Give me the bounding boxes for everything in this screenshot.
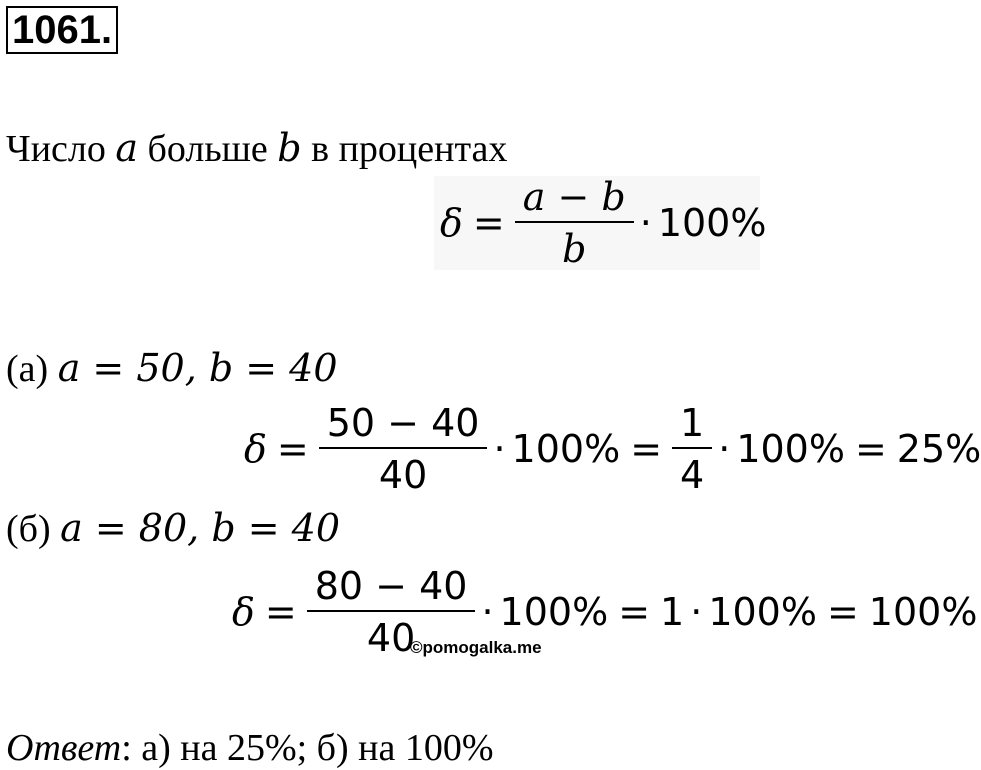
part-b-values: a = 80, b = 40 — [60, 506, 340, 550]
watermark: ©pomogalka.me — [410, 638, 542, 657]
general-numerator: a − b — [522, 175, 626, 219]
intro-var-a: a — [115, 126, 139, 170]
part-a-condition — [6, 346, 338, 391]
part-a-eq3: = — [854, 427, 887, 471]
part-b-factor: 1 — [660, 590, 685, 634]
part-b-hundred-1: 100% — [499, 590, 609, 634]
intro-text-3: в процентах — [311, 128, 508, 170]
part-b-frac1-numerator: 80 − 40 — [314, 564, 468, 608]
part-a-frac2-denominator: 4 — [672, 447, 712, 497]
dot-operator: · — [639, 201, 652, 245]
part-b-delta: δ — [232, 590, 255, 634]
part-b-dot1: · — [481, 590, 494, 634]
delta-symbol: δ — [440, 201, 463, 245]
part-b-frac1-denominator: 40 — [307, 610, 476, 660]
intro-text-1: Число — [6, 128, 106, 170]
answer-text: : а) на 25%; б) на 100% — [121, 727, 494, 769]
general-fraction — [519, 175, 630, 271]
part-a-delta: δ — [244, 427, 267, 471]
intro-var-b: b — [277, 126, 302, 170]
part-a-frac2-numerator: 1 — [680, 401, 705, 445]
part-a-result: 25% — [896, 427, 981, 471]
part-a-values: a = 50, b = 40 — [57, 346, 338, 390]
part-b-result: 100% — [868, 590, 978, 634]
part-a-fraction-2 — [676, 401, 708, 497]
part-b-dot2: · — [690, 590, 703, 634]
part-b-eq2: = — [618, 590, 651, 634]
part-a-eq1: = — [276, 427, 309, 471]
part-b-label: (б) — [6, 508, 51, 550]
part-a-dot2: · — [718, 427, 731, 471]
equals-sign: = — [472, 201, 505, 245]
part-a-hundred-2: 100% — [736, 427, 845, 471]
hundred-percent: 100% — [657, 201, 767, 245]
intro-text-2: больше — [147, 128, 268, 170]
part-b-formula — [232, 566, 977, 658]
general-formula — [434, 175, 767, 271]
part-b-condition — [6, 506, 340, 551]
part-a-formula — [244, 401, 981, 497]
part-b-eq3: = — [826, 590, 859, 634]
part-a-label: (а) — [6, 348, 49, 390]
part-a-hundred-1: 100% — [511, 427, 621, 471]
answer-line — [6, 726, 494, 770]
problem-number: 1061. — [6, 6, 118, 54]
answer-label: Ответ — [6, 727, 122, 769]
part-a-dot1: · — [493, 427, 506, 471]
part-a-frac1-denominator: 40 — [319, 447, 488, 497]
part-a-fraction-1 — [323, 401, 484, 497]
part-b-eq1: = — [264, 590, 297, 634]
general-denominator: b — [515, 221, 634, 271]
part-b-hundred-2: 100% — [708, 590, 817, 634]
part-a-eq2: = — [630, 427, 663, 471]
intro-text — [6, 126, 507, 171]
part-a-frac1-numerator: 50 − 40 — [326, 401, 480, 445]
